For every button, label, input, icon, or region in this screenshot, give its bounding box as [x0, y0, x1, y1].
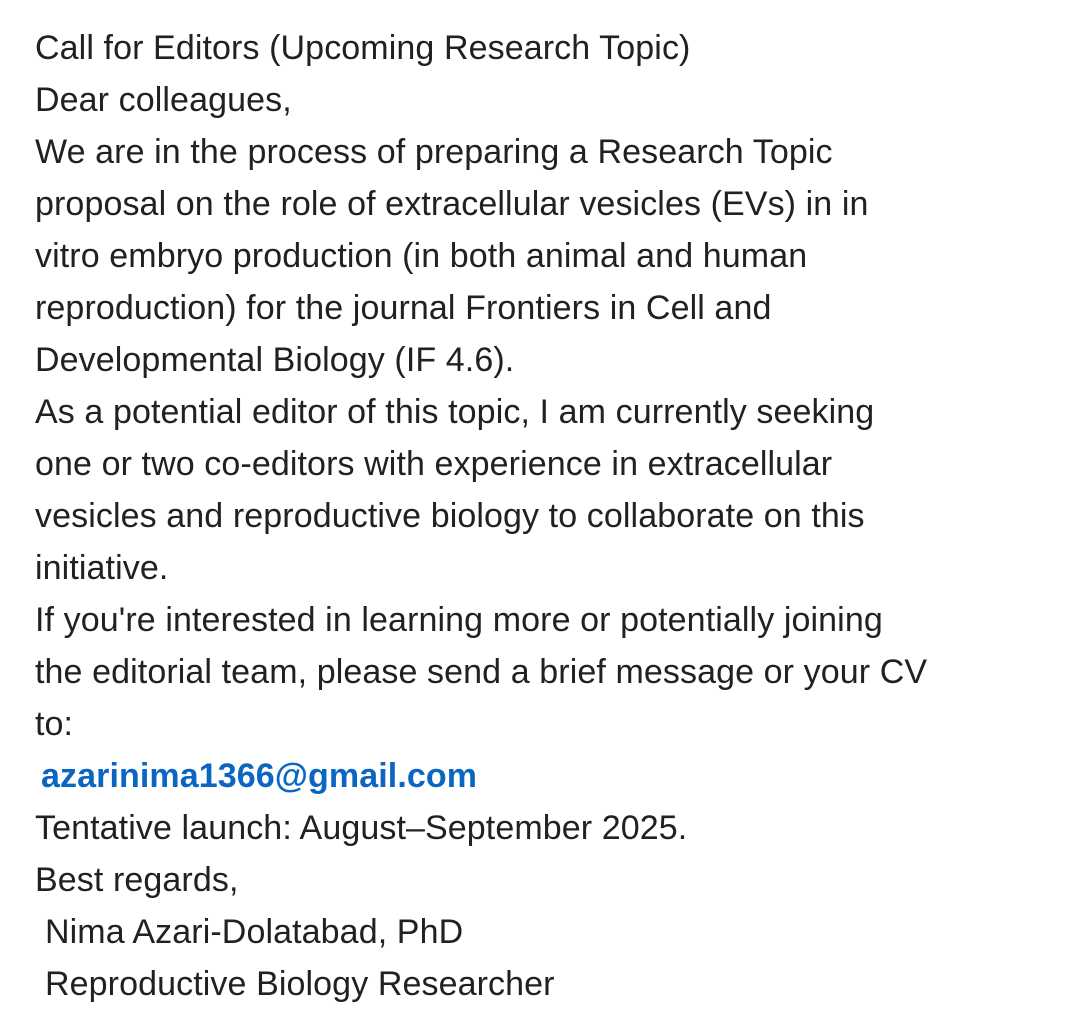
paragraph-line: the editorial team, please send a brief message or your CV: [35, 653, 928, 691]
post-body: [35, 22, 1065, 1010]
paragraph-line: As a potential editor of this topic, I am currently seeking: [35, 393, 875, 431]
paragraph-line: vesicles and reproductive biology to collaborate on this: [35, 497, 865, 535]
greeting: Dear colleagues,: [35, 81, 292, 119]
paragraph-line: Developmental Biology (IF 4.6).: [35, 341, 515, 379]
paragraph-line: reproduction) for the journal Frontiers in Cell and: [35, 289, 772, 327]
closing: Best regards,: [35, 861, 239, 899]
paragraph-line: one or two co-editors with experience in extracellular: [35, 445, 833, 483]
signature-title: Reproductive Biology Researcher: [45, 965, 555, 1003]
paragraph-line: initiative.: [35, 549, 169, 587]
paragraph-line: proposal on the role of extracellular vesicles (EVs) in in: [35, 185, 869, 223]
paragraph-line: vitro embryo production (in both animal and human: [35, 237, 808, 275]
paragraph-seeking-editors: [35, 386, 1065, 594]
paragraph-line: We are in the process of preparing a Research Topic: [35, 133, 833, 171]
paragraph-line: to:: [35, 705, 74, 743]
paragraph-contact: [35, 594, 1065, 750]
post-title: Call for Editors (Upcoming Research Topic): [35, 29, 691, 67]
paragraph-proposal: [35, 126, 1065, 386]
email-link[interactable]: azarinima1366@gmail.com: [41, 757, 478, 795]
email-line: [35, 750, 1065, 802]
launch-date: Tentative launch: August–September 2025.: [35, 809, 688, 847]
paragraph-line: If you're interested in learning more or potentially joining: [35, 601, 883, 639]
signature-name: Nima Azari-Dolatabad, PhD: [45, 913, 464, 951]
